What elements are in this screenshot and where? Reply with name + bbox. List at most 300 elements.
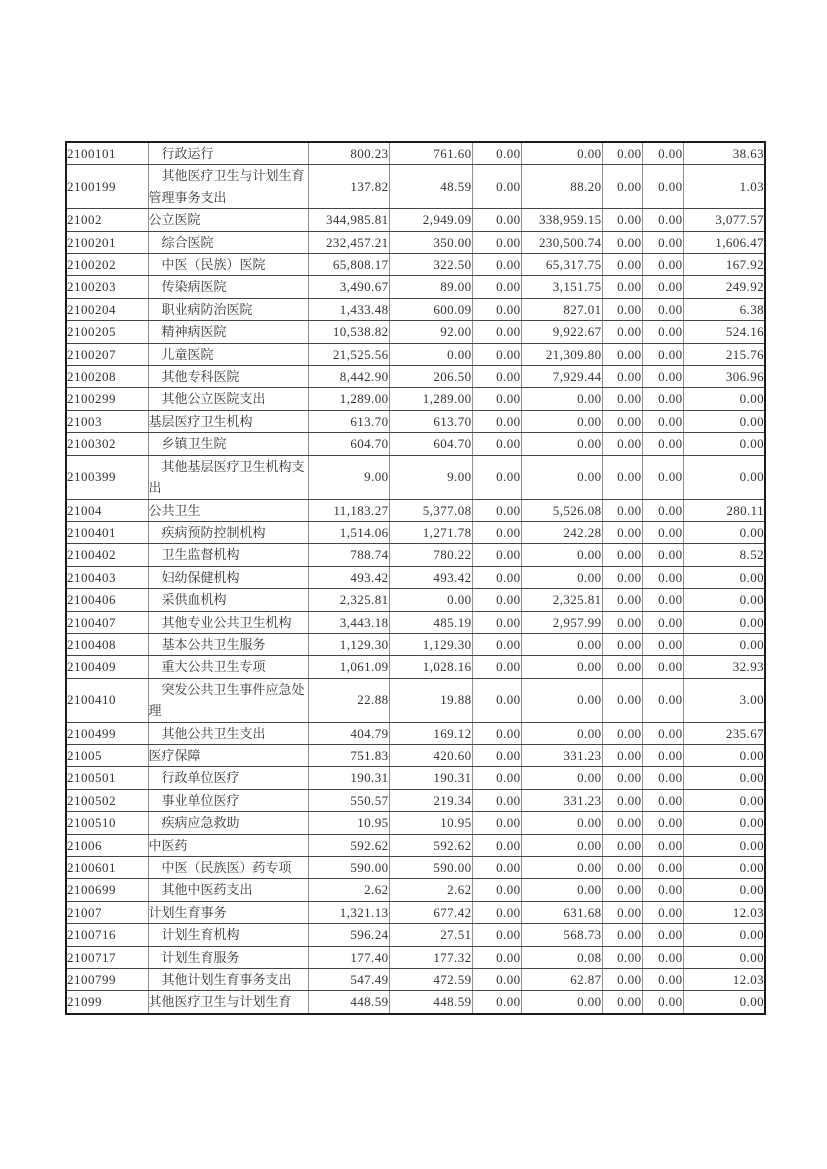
row-value: 1,514.06 [308,521,389,543]
table-row [66,633,765,655]
row-value: 0.00 [521,722,602,744]
row-value: 751.83 [308,744,389,766]
row-value: 177.32 [389,946,472,968]
row-value: 0.00 [602,678,642,722]
row-value: 0.00 [521,388,602,410]
row-value: 344,985.81 [308,209,389,231]
row-value: 0.00 [602,969,642,991]
row-code: 2100408 [66,633,148,655]
row-value: 404.79 [308,722,389,744]
row-value: 0.00 [521,455,602,499]
row-value: 0.00 [602,388,642,410]
row-value: 0.00 [472,633,521,655]
row-value: 1.03 [683,165,765,209]
row-value: 0.00 [521,544,602,566]
row-value: 0.00 [521,633,602,655]
table-row [66,521,765,543]
row-value: 167.92 [683,254,765,276]
row-value: 1,289.00 [389,388,472,410]
row-value: 0.00 [683,589,765,611]
table-row [66,991,765,1014]
row-value: 0.00 [472,834,521,856]
row-name: 行政单位医疗 [148,767,308,789]
row-value: 2,325.81 [521,589,602,611]
row-value: 0.00 [602,521,642,543]
row-code: 2100204 [66,298,148,320]
row-value: 0.00 [472,321,521,343]
row-value: 827.01 [521,298,602,320]
row-value: 0.00 [602,924,642,946]
budget-table [65,141,766,1015]
row-value: 420.60 [389,744,472,766]
row-value: 800.23 [308,142,389,165]
table-row [66,789,765,811]
row-value: 0.00 [602,343,642,365]
row-value: 1,289.00 [308,388,389,410]
table-row [66,433,765,455]
row-value: 92.00 [389,321,472,343]
row-name: 行政运行 [148,142,308,165]
row-value: 0.00 [472,521,521,543]
row-code: 21004 [66,499,148,521]
row-value: 0.00 [602,366,642,388]
table-row [66,410,765,432]
row-value: 9.00 [308,455,389,499]
row-value: 10.95 [308,812,389,834]
row-value: 613.70 [308,410,389,432]
row-value: 0.00 [389,589,472,611]
row-value: 0.00 [472,165,521,209]
table-row [66,812,765,834]
row-value: 0.00 [642,946,683,968]
row-value: 6.38 [683,298,765,320]
row-value: 448.59 [308,991,389,1014]
row-name: 计划生育机构 [148,924,308,946]
row-value: 0.00 [683,433,765,455]
row-value: 0.00 [602,499,642,521]
row-value: 0.00 [602,656,642,678]
row-name: 公共卫生 [148,499,308,521]
row-name: 计划生育服务 [148,946,308,968]
row-name: 其他专业公共卫生机构 [148,611,308,633]
row-value: 1,606.47 [683,231,765,253]
table-row [66,946,765,968]
row-value: 590.00 [389,857,472,879]
row-code: 2100207 [66,343,148,365]
row-value: 190.31 [308,767,389,789]
table-row [66,656,765,678]
row-value: 232,457.21 [308,231,389,253]
row-value: 7,929.44 [521,366,602,388]
row-value: 0.00 [642,789,683,811]
row-value: 0.08 [521,946,602,968]
table-row [66,678,765,722]
row-value: 0.00 [472,343,521,365]
row-value: 0.00 [521,678,602,722]
row-value: 1,433.48 [308,298,389,320]
row-name: 乡镇卫生院 [148,433,308,455]
table-row [66,165,765,209]
row-value: 11,183.27 [308,499,389,521]
table-row [66,544,765,566]
row-name: 其他医疗卫生与计划生育 [148,991,308,1014]
row-value: 0.00 [472,812,521,834]
row-value: 0.00 [521,656,602,678]
row-code: 2100717 [66,946,148,968]
row-value: 761.60 [389,142,472,165]
row-value: 0.00 [642,209,683,231]
row-code: 2100502 [66,789,148,811]
table-row [66,924,765,946]
row-value: 219.34 [389,789,472,811]
row-value: 0.00 [472,722,521,744]
row-value: 5,526.08 [521,499,602,521]
row-value: 1,129.30 [389,633,472,655]
row-value: 0.00 [642,589,683,611]
table-row [66,321,765,343]
row-value: 0.00 [642,656,683,678]
row-value: 592.62 [308,834,389,856]
row-value: 0.00 [602,254,642,276]
row-value: 0.00 [472,276,521,298]
row-value: 0.00 [521,767,602,789]
row-value: 0.00 [642,633,683,655]
table-row [66,209,765,231]
row-code: 2100409 [66,656,148,678]
row-code: 21007 [66,901,148,923]
table-row [66,343,765,365]
row-value: 0.00 [602,165,642,209]
row-value: 1,129.30 [308,633,389,655]
row-code: 2100302 [66,433,148,455]
row-value: 12.03 [683,901,765,923]
row-value: 2,957.99 [521,611,602,633]
row-value: 604.70 [389,433,472,455]
row-name: 采供血机构 [148,589,308,611]
row-code: 2100699 [66,879,148,901]
row-value: 8,442.90 [308,366,389,388]
row-value: 0.00 [521,566,602,588]
row-value: 0.00 [602,566,642,588]
row-value: 0.00 [642,879,683,901]
row-value: 0.00 [472,969,521,991]
row-value: 0.00 [642,678,683,722]
row-name: 基层医疗卫生机构 [148,410,308,432]
row-value: 1,028.16 [389,656,472,678]
row-value: 0.00 [472,388,521,410]
row-value: 2,949.09 [389,209,472,231]
row-value: 0.00 [602,789,642,811]
row-code: 21006 [66,834,148,856]
row-value: 0.00 [683,455,765,499]
row-name: 其他中医药支出 [148,879,308,901]
row-value: 1,321.13 [308,901,389,923]
row-code: 2100799 [66,969,148,991]
row-value: 0.00 [472,924,521,946]
row-value: 472.59 [389,969,472,991]
row-value: 0.00 [683,611,765,633]
row-value: 0.00 [642,722,683,744]
row-value: 0.00 [642,321,683,343]
row-value: 613.70 [389,410,472,432]
row-value: 0.00 [642,254,683,276]
row-value: 0.00 [642,521,683,543]
row-value: 0.00 [683,857,765,879]
row-value: 0.00 [602,276,642,298]
row-value: 0.00 [602,946,642,968]
row-name: 其他专科医院 [148,366,308,388]
table-row [66,566,765,588]
row-value: 596.24 [308,924,389,946]
row-value: 9,922.67 [521,321,602,343]
row-value: 3.00 [683,678,765,722]
table-row [66,388,765,410]
row-name: 中医药 [148,834,308,856]
row-value: 0.00 [472,254,521,276]
row-value: 0.00 [602,410,642,432]
row-value: 0.00 [642,834,683,856]
row-code: 2100716 [66,924,148,946]
row-code: 2100510 [66,812,148,834]
row-value: 631.68 [521,901,602,923]
row-value: 3,151.75 [521,276,602,298]
row-value: 0.00 [602,744,642,766]
row-value: 780.22 [389,544,472,566]
row-value: 0.00 [683,767,765,789]
row-value: 0.00 [472,611,521,633]
row-value: 0.00 [602,455,642,499]
row-value: 0.00 [521,857,602,879]
row-value: 0.00 [472,298,521,320]
table-row [66,969,765,991]
row-value: 3,077.57 [683,209,765,231]
table-row [66,879,765,901]
row-value: 0.00 [472,410,521,432]
row-value: 0.00 [642,165,683,209]
row-value: 0.00 [642,499,683,521]
row-value: 3,443.18 [308,611,389,633]
row-value: 0.00 [642,433,683,455]
row-code: 2100101 [66,142,148,165]
row-value: 331.23 [521,789,602,811]
row-value: 0.00 [642,969,683,991]
row-name: 基本公共卫生服务 [148,633,308,655]
row-code: 2100399 [66,455,148,499]
row-value: 0.00 [683,566,765,588]
row-value: 0.00 [642,924,683,946]
row-value: 215.76 [683,343,765,365]
row-value: 600.09 [389,298,472,320]
table-row [66,298,765,320]
row-value: 0.00 [602,767,642,789]
row-value: 0.00 [389,343,472,365]
row-value: 0.00 [602,544,642,566]
row-value: 788.74 [308,544,389,566]
row-value: 0.00 [683,812,765,834]
row-name: 儿童医院 [148,343,308,365]
row-value: 0.00 [602,611,642,633]
row-value: 592.62 [389,834,472,856]
row-value: 0.00 [602,879,642,901]
row-value: 0.00 [472,566,521,588]
row-value: 0.00 [642,901,683,923]
row-name: 突发公共卫生事件应急处理 [148,678,308,722]
row-value: 0.00 [602,834,642,856]
row-value: 27.51 [389,924,472,946]
row-code: 2100403 [66,566,148,588]
row-value: 0.00 [642,388,683,410]
row-value: 0.00 [472,767,521,789]
row-value: 65,808.17 [308,254,389,276]
row-value: 177.40 [308,946,389,968]
row-value: 0.00 [602,231,642,253]
row-value: 550.57 [308,789,389,811]
row-value: 21,525.56 [308,343,389,365]
row-value: 0.00 [472,366,521,388]
row-value: 0.00 [683,633,765,655]
row-value: 190.31 [389,767,472,789]
row-value: 0.00 [642,857,683,879]
row-value: 0.00 [472,678,521,722]
table-body [66,142,765,1014]
row-value: 0.00 [602,857,642,879]
row-code: 2100601 [66,857,148,879]
row-value: 169.12 [389,722,472,744]
row-value: 493.42 [308,566,389,588]
table-row [66,767,765,789]
row-code: 2100401 [66,521,148,543]
row-name: 公立医院 [148,209,308,231]
row-value: 0.00 [472,879,521,901]
row-value: 0.00 [642,410,683,432]
row-value: 0.00 [472,589,521,611]
row-value: 547.49 [308,969,389,991]
row-value: 0.00 [642,142,683,165]
row-name: 中医（民族医）药专项 [148,857,308,879]
row-value: 0.00 [472,433,521,455]
row-value: 0.00 [642,366,683,388]
row-name: 医疗保障 [148,744,308,766]
row-value: 2.62 [308,879,389,901]
row-name: 中医（民族）医院 [148,254,308,276]
row-code: 2100410 [66,678,148,722]
row-value: 242.28 [521,521,602,543]
row-value: 0.00 [602,433,642,455]
row-value: 0.00 [642,544,683,566]
row-value: 0.00 [683,410,765,432]
row-value: 0.00 [683,388,765,410]
row-value: 306.96 [683,366,765,388]
table-row [66,231,765,253]
row-value: 0.00 [683,924,765,946]
row-name: 事业单位医疗 [148,789,308,811]
row-value: 0.00 [683,834,765,856]
row-code: 21099 [66,991,148,1014]
table-row [66,142,765,165]
row-value: 0.00 [642,298,683,320]
row-value: 1,061.09 [308,656,389,678]
table-row [66,455,765,499]
row-value: 0.00 [642,812,683,834]
row-code: 2100201 [66,231,148,253]
row-name: 妇幼保健机构 [148,566,308,588]
row-name: 其他公立医院支出 [148,388,308,410]
row-value: 0.00 [472,991,521,1014]
row-value: 0.00 [472,901,521,923]
row-value: 230,500.74 [521,231,602,253]
table-row [66,834,765,856]
row-value: 0.00 [642,231,683,253]
row-name: 计划生育事务 [148,901,308,923]
row-value: 0.00 [602,589,642,611]
row-name: 疾病预防控制机构 [148,521,308,543]
table-row [66,901,765,923]
row-value: 19.88 [389,678,472,722]
row-value: 0.00 [472,656,521,678]
row-value: 235.67 [683,722,765,744]
row-value: 0.00 [521,142,602,165]
row-name: 卫生监督机构 [148,544,308,566]
row-value: 0.00 [521,834,602,856]
row-value: 0.00 [521,879,602,901]
table-row [66,499,765,521]
row-value: 331.23 [521,744,602,766]
row-code: 2100406 [66,589,148,611]
row-value: 677.42 [389,901,472,923]
row-value: 524.16 [683,321,765,343]
row-name: 职业病防治医院 [148,298,308,320]
row-value: 0.00 [683,991,765,1014]
row-value: 0.00 [683,789,765,811]
row-value: 0.00 [602,321,642,343]
row-value: 0.00 [602,812,642,834]
row-name: 其他医疗卫生与计划生育管理事务支出 [148,165,308,209]
row-value: 9.00 [389,455,472,499]
row-value: 10.95 [389,812,472,834]
row-value: 0.00 [642,991,683,1014]
row-value: 0.00 [683,879,765,901]
row-value: 88.20 [521,165,602,209]
row-value: 0.00 [521,410,602,432]
row-value: 89.00 [389,276,472,298]
row-value: 0.00 [472,946,521,968]
row-value: 0.00 [683,744,765,766]
row-value: 0.00 [521,433,602,455]
row-value: 590.00 [308,857,389,879]
row-value: 280.11 [683,499,765,521]
row-value: 0.00 [472,209,521,231]
row-value: 604.70 [308,433,389,455]
row-value: 0.00 [472,231,521,253]
row-value: 448.59 [389,991,472,1014]
row-value: 62.87 [521,969,602,991]
row-value: 48.59 [389,165,472,209]
table-row [66,254,765,276]
row-value: 338,959.15 [521,209,602,231]
row-value: 350.00 [389,231,472,253]
row-value: 1,271.78 [389,521,472,543]
row-value: 0.00 [642,611,683,633]
row-code: 2100499 [66,722,148,744]
row-name: 综合医院 [148,231,308,253]
row-value: 0.00 [683,521,765,543]
row-value: 568.73 [521,924,602,946]
row-value: 2.62 [389,879,472,901]
row-value: 206.50 [389,366,472,388]
row-code: 2100501 [66,767,148,789]
table-row [66,611,765,633]
row-code: 2100203 [66,276,148,298]
